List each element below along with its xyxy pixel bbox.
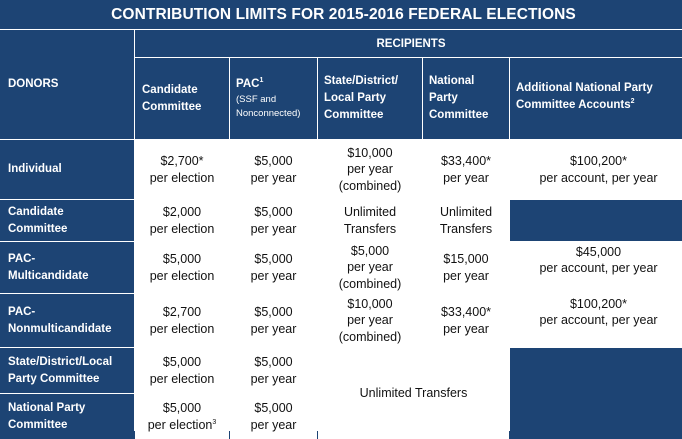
row-header-text-l2: Committee <box>8 222 68 235</box>
cell-unit: per election <box>149 170 215 185</box>
cell-pacnonmulti-state <box>318 294 422 347</box>
row-header-text-l2: Party Committee <box>8 372 100 385</box>
cell-note: (combined) <box>338 276 402 291</box>
cell-unit: per year <box>347 162 393 177</box>
cell-unit: per year <box>347 313 393 328</box>
cell-footnote: 3 <box>212 418 217 426</box>
cell-unit: per account, per year <box>539 313 658 328</box>
column-header-pac-sub1: (SSF and <box>236 93 277 105</box>
donors-header-text: DONORS <box>8 78 59 90</box>
cell-note: (combined) <box>338 329 402 344</box>
cell-value: $5,000 <box>254 154 293 169</box>
cell-candcomm-candidate <box>135 200 229 241</box>
cell-unit: per election <box>149 321 215 336</box>
row-header-text-l2: Committee <box>8 418 68 431</box>
column-header-additional-l2: Committee Accounts <box>516 98 631 111</box>
cell-individual-additional <box>510 140 682 199</box>
cell-unit: per year <box>347 260 393 275</box>
cell-unit: per year <box>250 170 297 185</box>
cell-unit: Transfers <box>439 221 493 236</box>
cell-value: $45,000 <box>575 245 622 259</box>
cell-stateparty-pac <box>230 348 317 393</box>
cell-value: $33,400* <box>440 154 492 169</box>
cell-value: $10,000 <box>347 146 393 161</box>
cell-stateparty-candidate <box>135 348 229 393</box>
recipients-header-text: RECIPIENTS <box>376 37 446 50</box>
cell-candcomm-state <box>318 200 422 241</box>
cell-value: $10,000 <box>347 297 393 312</box>
cell-unit: per year <box>250 268 297 283</box>
cell-unit: per account, per year <box>539 261 658 276</box>
cell-value: $33,400* <box>440 305 492 320</box>
column-header-state-party <box>318 58 422 139</box>
cell-unit: Transfers <box>343 221 397 236</box>
row-header-pac-nonmulticandidate <box>0 294 134 347</box>
row-header-text-l1: National Party <box>8 401 86 414</box>
cell-party-additional-empty <box>510 348 682 439</box>
cell-pacmulti-state <box>318 242 422 293</box>
column-header-pac-sub2: Nonconnected) <box>236 107 301 119</box>
column-header-pac-title <box>236 76 317 93</box>
row-header-pac-multicandidate <box>0 242 134 293</box>
cell-nationalparty-pac <box>230 394 317 439</box>
row-header-text-l1: PAC- <box>8 252 36 265</box>
cell-party-unlimited-transfers <box>318 348 509 439</box>
row-header-text-l2: Nonmulticandidate <box>8 322 112 335</box>
row-header-individual <box>0 140 134 199</box>
cell-unit: per election <box>149 221 215 236</box>
table-title-text: CONTRIBUTION LIMITS FOR 2015-2016 FEDERAL ELECTIONS <box>111 5 576 23</box>
cell-value: $2,700 <box>162 305 202 320</box>
row-header-individual-text: Individual <box>8 163 62 176</box>
cell-value: $5,000 <box>254 305 293 320</box>
cell-unit: per year <box>443 268 489 283</box>
row-header-text-l1: State/District/Local <box>8 355 113 368</box>
column-header-candidate-committee <box>135 58 229 139</box>
cell-value: $100,200* <box>569 297 627 311</box>
cell-value: $5,000 <box>162 401 202 416</box>
column-header-national-l3: Committee <box>429 108 489 121</box>
column-header-candidate-l1: Candidate <box>142 83 198 96</box>
column-header-national-l1: National <box>429 75 475 88</box>
cell-value: $2,700* <box>160 154 204 169</box>
row-header-state-party <box>0 348 134 393</box>
row-header-national-party <box>0 394 134 439</box>
cell-individual-candidate <box>135 140 229 199</box>
row-header-text-l1: Candidate <box>8 205 64 218</box>
column-header-pac <box>230 58 317 139</box>
cell-unit: per election <box>149 371 215 386</box>
donors-header <box>0 30 134 139</box>
cell-value: $2,000 <box>162 205 202 220</box>
cell-pacnonmulti-additional <box>510 294 682 347</box>
cell-candcomm-national <box>423 200 509 241</box>
cell-value: Unlimited <box>439 205 493 220</box>
cell-pacnonmulti-candidate <box>135 294 229 347</box>
cell-value: Unlimited <box>343 205 397 220</box>
cell-unit: per year <box>443 170 489 185</box>
cell-value: $5,000 <box>162 252 202 267</box>
cell-unit: per year <box>443 321 489 336</box>
column-header-state-l1: State/District/ <box>324 75 399 88</box>
recipients-header <box>135 30 682 57</box>
cell-unit: per year <box>250 371 297 386</box>
column-header-pac-footnote: 1 <box>259 77 264 85</box>
cell-unit-wrap <box>148 417 217 433</box>
cell-pacmulti-candidate <box>135 242 229 293</box>
cell-value: $5,000 <box>254 205 293 220</box>
cell-value: Unlimited Transfers <box>359 386 468 401</box>
cell-pacmulti-additional <box>510 242 682 293</box>
row-header-text-l2: Multicandidate <box>8 269 89 282</box>
cell-value: $5,000 <box>254 252 293 267</box>
cell-value: $15,000 <box>443 252 489 267</box>
table-title <box>0 0 682 29</box>
cell-nationalparty-candidate <box>135 394 229 439</box>
cell-unit: per election <box>149 268 215 283</box>
cell-pacmulti-national <box>423 242 509 293</box>
row-header-text-l1: PAC- <box>8 305 36 318</box>
column-header-candidate-l2: Committee <box>142 100 202 113</box>
cell-unit: per year <box>250 321 297 336</box>
cell-value: $5,000 <box>254 355 293 370</box>
cell-candcomm-pac <box>230 200 317 241</box>
column-header-national-l2: Party <box>429 92 458 105</box>
cell-pacnonmulti-pac <box>230 294 317 347</box>
cell-value: $5,000 <box>254 401 293 416</box>
cell-candcomm-additional-empty <box>510 200 682 241</box>
cell-value: $100,200* <box>569 154 627 169</box>
column-header-additional-footnote: 2 <box>630 97 635 105</box>
cell-value: $5,000 <box>350 244 390 259</box>
cell-value: $5,000 <box>162 355 202 370</box>
cell-individual-national <box>423 140 509 199</box>
cell-unit: per year <box>250 221 297 236</box>
cell-unit: per election <box>147 417 213 432</box>
column-header-state-l2: Local Party <box>324 92 386 105</box>
column-header-additional-l2-wrap <box>516 97 682 114</box>
cell-unit: per account, per year <box>539 170 658 185</box>
column-header-additional-accounts <box>510 58 682 139</box>
column-header-pac-text: PAC <box>236 77 260 90</box>
column-header-national-party <box>423 58 509 139</box>
cell-pacnonmulti-national <box>423 294 509 347</box>
column-header-additional-l1: Additional National Party <box>516 82 653 94</box>
row-header-candidate-committee <box>0 200 134 241</box>
cell-individual-pac <box>230 140 317 199</box>
cell-note: (combined) <box>338 178 402 193</box>
cell-unit: per year <box>250 417 297 432</box>
cell-pacmulti-pac <box>230 242 317 293</box>
cell-individual-state <box>318 140 422 199</box>
column-header-state-l3: Committee <box>324 108 384 121</box>
